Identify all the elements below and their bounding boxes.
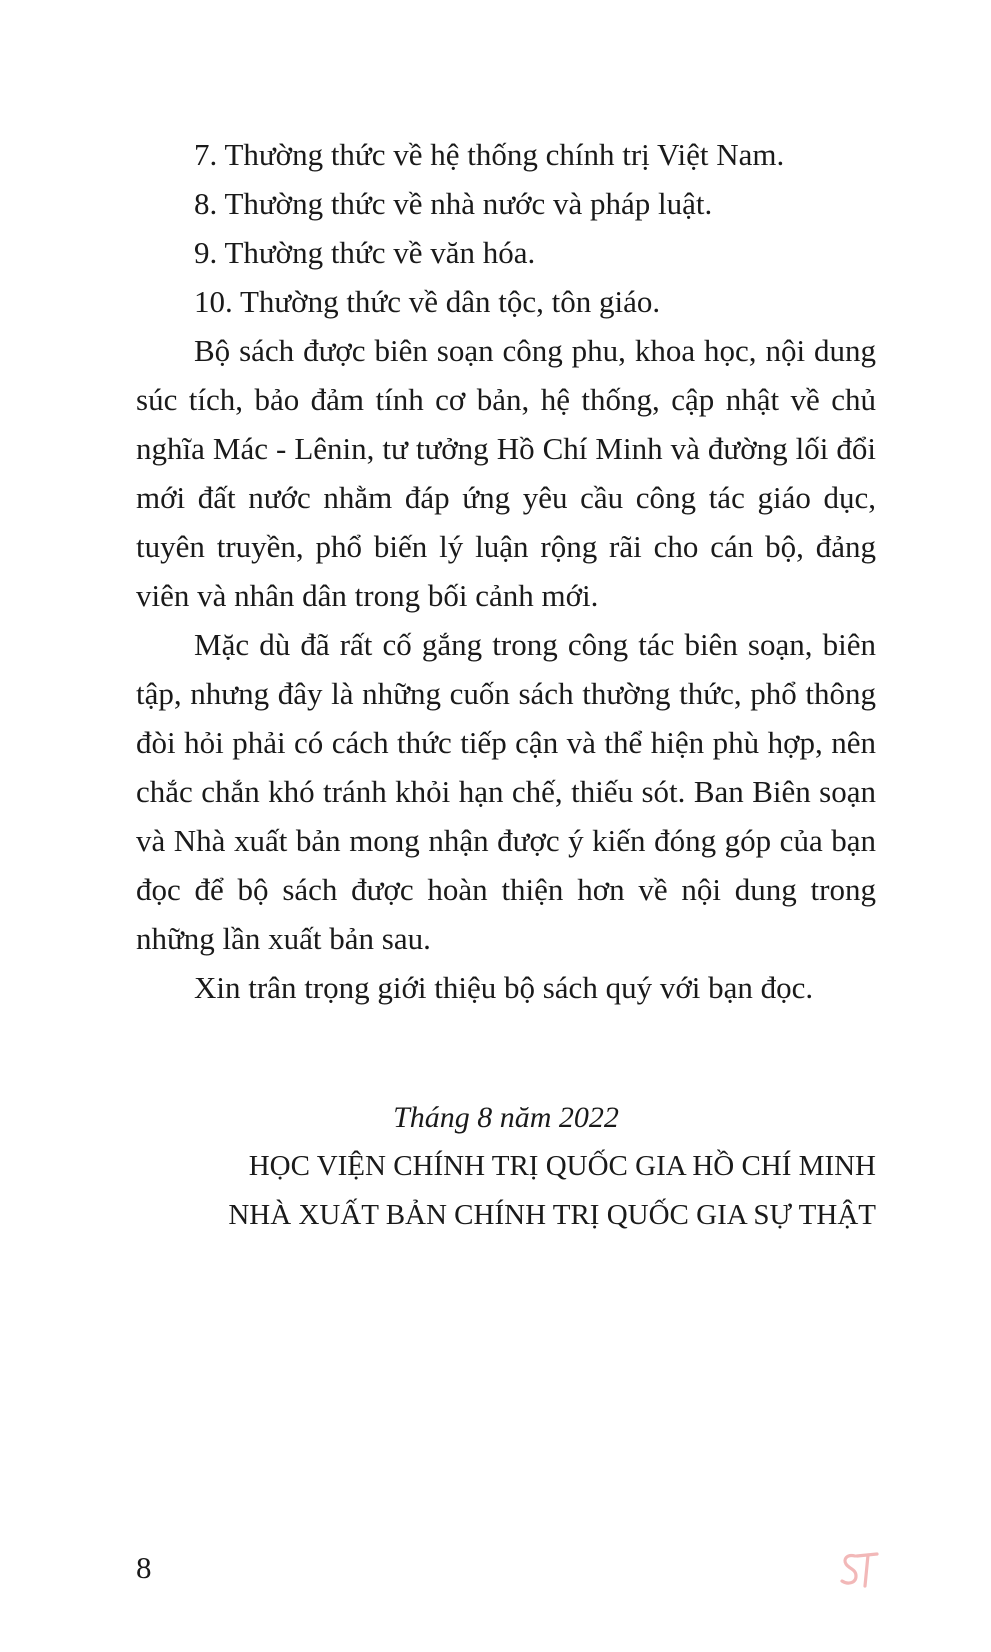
publication-date: Tháng 8 năm 2022 bbox=[393, 1101, 619, 1134]
closing-sentence: Xin trân trọng giới thiệu bộ sách quý với bạn đọc. bbox=[194, 970, 814, 1005]
st-publisher-logo-icon bbox=[837, 1548, 881, 1592]
organization-publisher: NHÀ XUẤT BẢN CHÍNH TRỊ QUỐC GIA SỰ THẬT bbox=[228, 1199, 876, 1231]
body-text bbox=[136, 130, 876, 1012]
list-item: 10. Thường thức về dân tộc, tôn giáo. bbox=[194, 284, 661, 319]
list-item: 7. Thường thức về hệ thống chính trị Việt Nam. bbox=[194, 137, 785, 172]
list-item: 9. Thường thức về văn hóa. bbox=[194, 235, 536, 270]
list-item: 8. Thường thức về nhà nước và pháp luật. bbox=[194, 186, 713, 221]
paragraph-editorial-note: Mặc dù đã rất cố gắng trong công tác biên soạn, biên tập, nhưng đây là những cuốn sách thường thức, phổ thông đòi hỏi phải có cách thức tiếp cận và thể hiện phù hợp, nên chắc chắn khó tránh khỏi hạn chế, thiếu sót. Ban Biên soạn và Nhà xuất bản mong nhận được ý kiến đóng góp của bạn đọc để bộ sách được hoàn thiện hơn về nội dung trong những lần xuất bản sau. bbox=[136, 627, 876, 956]
page-number: 8 bbox=[136, 1550, 152, 1585]
organization-academy: HỌC VIỆN CHÍNH TRỊ QUỐC GIA HỒ CHÍ MINH bbox=[248, 1150, 876, 1182]
paragraph-book-description: Bộ sách được biên soạn công phu, khoa học, nội dung súc tích, bảo đảm tính cơ bản, hệ thống, cập nhật về chủ nghĩa Mác - Lênin, tư tưởng Hồ Chí Minh và đường lối đổi mới đất nước nhằm đáp ứng yêu cầu công tác giáo dục, tuyên truyền, phổ biến lý luận rộng rãi cho cán bộ, đảng viên và nhân dân trong bối cảnh mới. bbox=[136, 333, 876, 613]
